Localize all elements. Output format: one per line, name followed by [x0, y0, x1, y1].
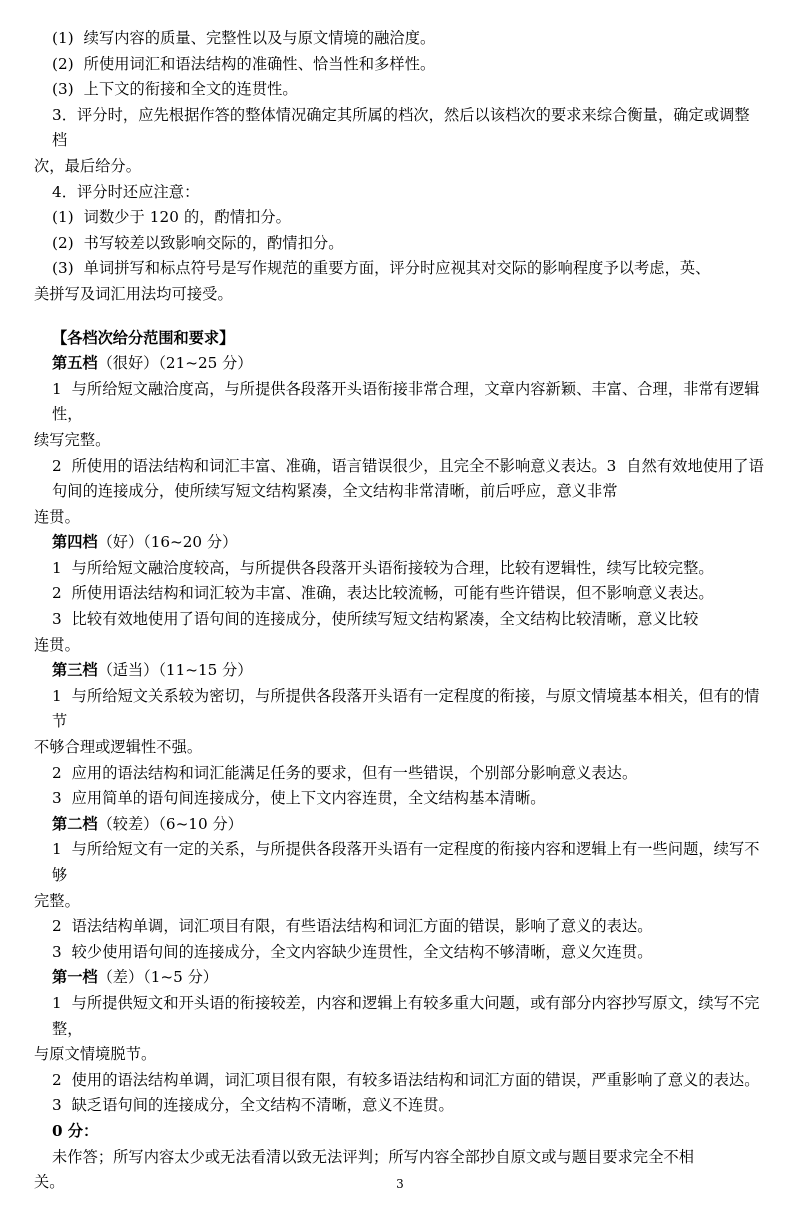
grade-range: （21~25 分） — [158, 354, 253, 373]
grade-quality: （较差） — [97, 814, 159, 833]
grade-line: 3 较少使用语句间的连接成分，全文内容缺少连贯性，全文结构不够清晰，意义欠连贯。 — [52, 942, 653, 961]
grade-heading — [34, 812, 764, 838]
grade-line: 2 使用的语法结构单调，词汇项目很有限，有较多语法结构和词汇方面的错误，严重影响了意义的表达。 — [52, 1070, 760, 1089]
grade-range: （1~5 分） — [143, 968, 218, 987]
grade-line: 3 比较有效地使用了语句间的连接成分，使所续写短文结构紧凑，全文结构比较清晰，意义比较 — [52, 610, 699, 629]
note-line: (2) 书写较差以致影响交际的，酌情扣分。 — [52, 233, 344, 252]
grade-line: 2 语法结构单调，词汇项目有限，有些语法结构和词汇方面的错误，影响了意义的表达。 — [52, 917, 653, 936]
zero-line: 未作答；所写内容太少或无法看清以致无法评判；所写内容全部抄自原文或与题目要求完全不相 — [52, 1147, 695, 1166]
grade-line: 2 所使用的语法结构和词汇丰富、准确，语言错误很少，且完全不影响意义表达。3 自然有效地使用了语句间的连接成分，使所续写短文结构紧凑，全文结构非常清晰，前后呼应，意义非常 — [52, 456, 764, 501]
note-line: (2) 所使用词汇和语法结构的准确性、恰当性和多样性。 — [52, 54, 436, 73]
grade-name: 第四档 — [52, 533, 98, 552]
note-line: 3．评分时，应先根据作答的整体情况确定其所属的档次，然后以该档次的要求来综合衡量，确定或调整档 — [52, 105, 750, 150]
grade-name: 第二档 — [52, 814, 98, 833]
grade-line: 3 缺乏语句间的连接成分，全文结构不清晰，意义不连贯。 — [52, 1096, 454, 1115]
grade-line: 2 应用的语法结构和词汇能满足任务的要求，但有一些错误，个别部分影响意义表达。 — [52, 763, 638, 782]
note-line: (1) 续写内容的质量、完整性以及与原文情境的融洽度。 — [52, 29, 436, 47]
grade-line: 续写完整。 — [34, 430, 111, 449]
grade-block-4 — [34, 530, 764, 658]
grade-quality: （适当） — [97, 661, 159, 680]
grade-range: （16~20 分） — [143, 533, 238, 552]
grade-heading — [34, 530, 764, 556]
grade-line: 1 与所给短文融洽度较高，与所提供各段落开头语衔接较为合理，比较有逻辑性，续写比较完整。 — [52, 558, 714, 577]
grade-line: 与原文情境脱节。 — [34, 1045, 157, 1064]
zero-line: 关。 — [34, 1173, 65, 1192]
grade-line: 1 与所给短文关系较为密切，与所提供各段落开头语有一定程度的衔接，与原文情境基本相关，但有的情节 — [52, 686, 760, 731]
page-number: 3 — [396, 1177, 404, 1191]
grade-block-5 — [34, 351, 764, 530]
grade-name: 第一档 — [52, 968, 98, 987]
grade-line: 连贯。 — [34, 507, 80, 526]
grade-name: 第五档 — [52, 354, 98, 373]
grade-quality: （好） — [97, 533, 144, 552]
grade-range: （11~15 分） — [158, 661, 253, 680]
grade-line: 完整。 — [34, 891, 80, 910]
note-line: (3) 上下文的衔接和全文的连贯性。 — [52, 80, 298, 99]
grade-line: 2 所使用语法结构和词汇较为丰富、准确，表达比较流畅，可能有些许错误，但不影响意义表达。 — [52, 584, 714, 603]
grade-line: 1 与所给短文融洽度高，与所提供各段落开头语衔接非常合理，文章内容新颖、丰富、合理，非常有逻辑性， — [52, 379, 760, 424]
section-title: 【各档次给分范围和要求】 — [52, 328, 235, 347]
note-line: 次，最后给分。 — [34, 156, 142, 175]
grade-heading — [34, 965, 764, 991]
grade-heading — [34, 658, 764, 684]
grade-quality: （差） — [97, 968, 144, 987]
note-line: (1) 词数少于 120 的，酌情扣分。 — [52, 208, 291, 227]
grade-line: 3 应用简单的语句间连接成分，使上下文内容连贯，全文结构基本清晰。 — [52, 789, 546, 808]
grade-line: 不够合理或逻辑性不强。 — [34, 738, 203, 757]
grade-heading — [34, 351, 764, 377]
grade-line: 1 与所提供短文和开头语的衔接较差，内容和逻辑上有较多重大问题，或有部分内容抄写原文，续写不完整， — [52, 993, 760, 1038]
note-line: 美拼写及词汇用法均可接受。 — [34, 284, 233, 303]
grade-line: 连贯。 — [34, 635, 80, 654]
note-line: (3) 单词拼写和标点符号是写作规范的重要方面，评分时应视其对交际的影响程度予以考虑，英、 — [52, 259, 711, 278]
grade-block-1 — [34, 965, 764, 1119]
grade-quality: （很好） — [97, 354, 159, 373]
top-notes-block — [34, 26, 764, 308]
grade-block-2 — [34, 812, 764, 966]
grade-name: 第三档 — [52, 661, 98, 680]
grade-range: （6~10 分） — [158, 814, 243, 833]
grade-line: 1 与所给短文有一定的关系，与所提供各段落开头语有一定程度的衔接内容和逻辑上有一些问题，续写不够 — [52, 840, 760, 884]
grade-block-3 — [34, 658, 764, 812]
zero-title: 0 分： — [52, 1121, 99, 1140]
note-line: 4．评分时还应注意： — [52, 182, 200, 201]
